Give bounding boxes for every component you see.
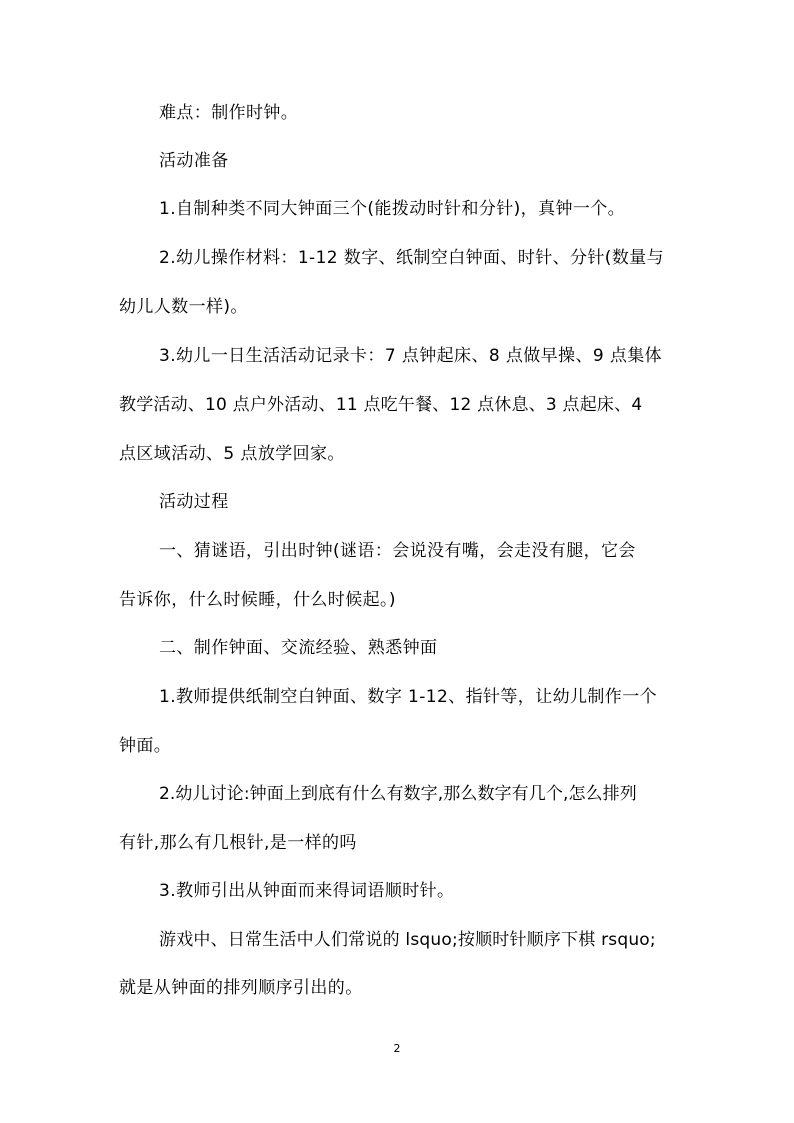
process-step-2-item-2-line-2: 有针,那么有几根针,是一样的吗 (119, 833, 357, 853)
prep-item-3-line-2: 教学活动、10 点户外活动、11 点吃午餐、12 点休息、3 点起床、4 (119, 395, 643, 415)
prep-item-2-line-1: 2.幼儿操作材料：1-12 数字、纸制空白钟面、时针、分针(数量与 (159, 248, 665, 268)
process-step-1-line-2: 告诉你，什么时候睡，什么时候起。) (119, 590, 396, 610)
process-step-2-item-3: 3.教师引出从钟面而来得词语顺时针。 (159, 881, 455, 901)
prep-item-2-line-2: 幼儿人数一样)。 (119, 297, 248, 317)
process-step-2-item-3-note-line-1: 游戏中、日常生活中人们常说的 lsquo;按顺时针顺序下棋 rsquo; (159, 930, 656, 950)
prep-item-1: 1.自制种类不同大钟面三个(能拨动时针和分针)，真钟一个。 (159, 199, 626, 219)
process-step-1-line-1: 一、猜谜语，引出时钟(谜语：会说没有嘴，会走没有腿，它会 (159, 541, 636, 561)
heading-activity-process: 活动过程 (159, 492, 229, 512)
process-step-2-item-2-line-1: 2.幼儿讨论:钟面上到底有什么有数字,那么数字有几个,怎么排列 (159, 784, 637, 804)
prep-item-3-line-3: 点区域活动、5 点放学回家。 (119, 444, 345, 464)
process-step-2-item-3-note-line-2: 就是从钟面的排列顺序引出的。 (119, 978, 363, 998)
page-number: 2 (393, 1042, 401, 1055)
heading-activity-preparation: 活动准备 (159, 151, 229, 171)
process-step-2-item-1-line-1: 1.教师提供纸制空白钟面、数字 1-12、指针等，让幼儿制作一个 (159, 687, 658, 707)
process-step-2-item-1-line-2: 钟面。 (119, 736, 172, 756)
process-step-2-heading: 二、制作钟面、交流经验、熟悉钟面 (159, 638, 438, 658)
prep-item-3-line-1: 3.幼儿一日生活活动记录卡：7 点钟起床、8 点做早操、9 点集体 (159, 346, 663, 366)
line-difficulty: 难点：制作时钟。 (159, 103, 299, 123)
